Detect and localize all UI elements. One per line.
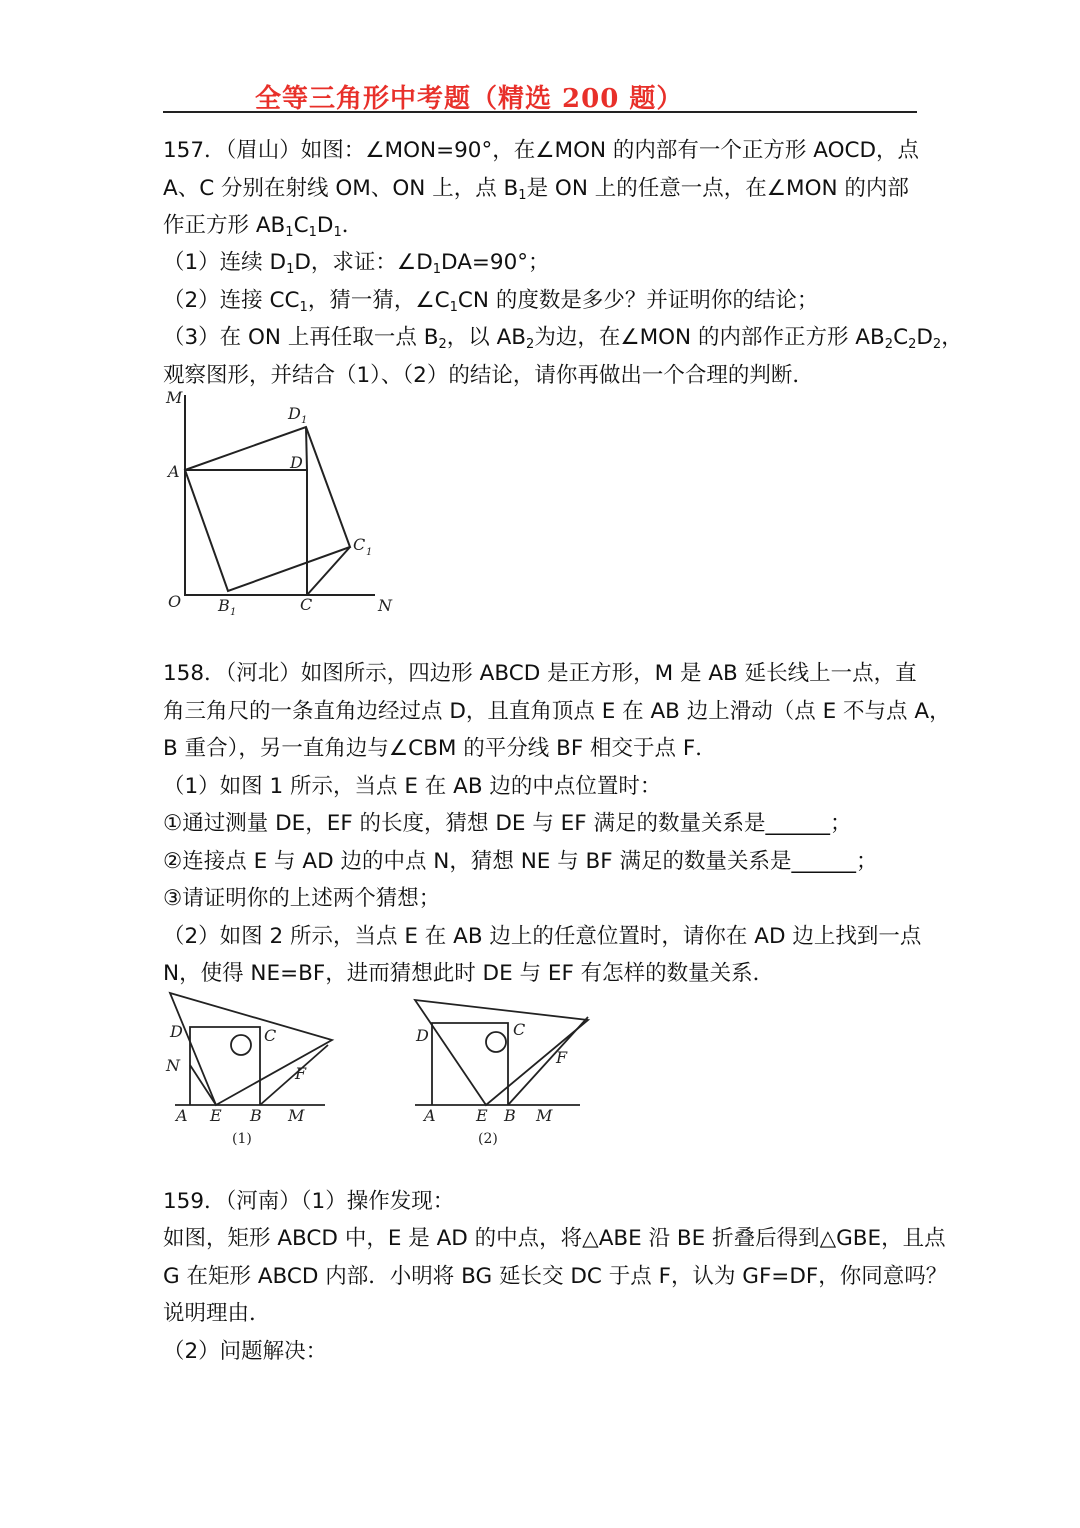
problem-159-line-3: G 在矩形 ABCD 内部．小明将 BG 延长交 DC 于点 F，认为 GF=DF，你同意吗？	[163, 1264, 948, 1289]
svg-text:E: E	[210, 1106, 222, 1125]
svg-text:N: N	[378, 596, 392, 615]
problem-157-line-7: 观察图形，并结合（1）、（2）的结论，请你再做出一个合理的判断．	[163, 363, 814, 388]
figure-158-2	[400, 985, 600, 1150]
svg-text:D: D	[290, 453, 303, 472]
problem-159-line-1: 159．（河南）（1）操作发现：	[163, 1189, 455, 1214]
svg-text:(1): (1)	[232, 1131, 252, 1147]
svg-text:F: F	[295, 1064, 307, 1083]
svg-text:(2): (2)	[478, 1131, 498, 1147]
svg-text:B: B	[218, 596, 230, 615]
problem-158-line-9: N，使得 NE=BF，进而猜想此时 DE 与 EF 有怎样的数量关系．	[163, 961, 775, 986]
svg-text:C: C	[300, 595, 313, 614]
svg-text:C: C	[513, 1020, 526, 1039]
document-title: 全等三角形中考题（精选 200 题）	[255, 84, 684, 114]
problem-158-line-1: 158．（河北）如图所示，四边形 ABCD 是正方形，M 是 AB 延长线上一点，直	[163, 661, 917, 686]
svg-text:A: A	[168, 462, 180, 481]
svg-text:M: M	[536, 1106, 553, 1125]
problem-158-line-5: ①通过测量 DE，EF 的长度，猜想 DE 与 EF 满足的数量关系是______；	[163, 811, 852, 836]
problem-159-line-5: （2）问题解决：	[163, 1339, 328, 1364]
problem-157-line-1: 157．（眉山）如图：∠MON=90°，在∠MON 的内部有一个正方形 AOCD，点	[163, 138, 920, 163]
svg-text:M: M	[288, 1106, 305, 1125]
svg-text:1: 1	[366, 547, 373, 558]
problem-158-line-6: ②连接点 E 与 AD 边的中点 N，猜想 NE 与 BF 满足的数量关系是______；	[163, 849, 878, 874]
problem-157-line-5: （2）连接 $CC_1$，猜一猜，$\angle C_1CN$ 的度数是多少？并证明你的结论；	[163, 288, 819, 315]
svg-text:M: M	[166, 388, 183, 407]
problem-158-line-8: （2）如图 2 所示，当点 E 在 AB 边上的任意位置时，请你在 AD 边上找到一点	[163, 924, 922, 949]
svg-text:C: C	[353, 535, 366, 554]
svg-text:F: F	[556, 1048, 568, 1067]
problem-157-line-4: （1）连续 $D_1D$，求证：$\angle D_1DA=90^\circ$；	[163, 250, 550, 277]
problem-157-line-3: 作正方形 $AB_1C_1D_1$．	[163, 213, 364, 240]
svg-text:1: 1	[230, 607, 237, 618]
svg-text:D: D	[288, 404, 301, 423]
svg-text:N: N	[166, 1056, 180, 1075]
svg-text:D: D	[170, 1022, 183, 1041]
problem-159-line-4: 说明理由．	[163, 1301, 271, 1326]
problem-159-line-2: 如图，矩形 ABCD 中，E 是 AD 的中点，将△ABE 沿 BE 折叠后得到△GBE，且点	[163, 1226, 946, 1251]
svg-text:A: A	[424, 1106, 436, 1125]
svg-text:O: O	[168, 592, 182, 611]
header-divider	[163, 111, 917, 113]
figure-157	[160, 385, 410, 620]
figure-158-1	[160, 985, 345, 1150]
svg-text:A: A	[176, 1106, 188, 1125]
problem-157-line-2: A、C 分别在射线 OM、ON 上，点 $B_1$是 ON 上的任意一点，在∠MON 的内部	[163, 176, 909, 203]
svg-text:D: D	[416, 1026, 429, 1045]
problem-157-line-6: （3）在 ON 上再任取一点 $B_2$，以 $AB_2$为边，在∠MON 的内部作正方形 $AB_2C_2D_2$，	[163, 325, 963, 352]
svg-text:1: 1	[301, 415, 308, 426]
problem-158-line-4: （1）如图 1 所示，当点 E 在 AB 边的中点位置时：	[163, 774, 662, 799]
problem-158-line-7: ③请证明你的上述两个猜想；	[163, 886, 441, 911]
svg-text:B: B	[250, 1106, 262, 1125]
problem-158-line-3: B 重合），另一直角边与∠CBM 的平分线 BF 相交于点 F．	[163, 736, 717, 761]
problem-158-line-2: 角三角尺的一条直角边经过点 D，且直角顶点 E 在 AB 边上滑动（点 E 不与点 A，	[163, 699, 951, 724]
svg-text:B: B	[504, 1106, 516, 1125]
svg-text:C: C	[264, 1026, 277, 1045]
svg-text:E: E	[476, 1106, 488, 1125]
